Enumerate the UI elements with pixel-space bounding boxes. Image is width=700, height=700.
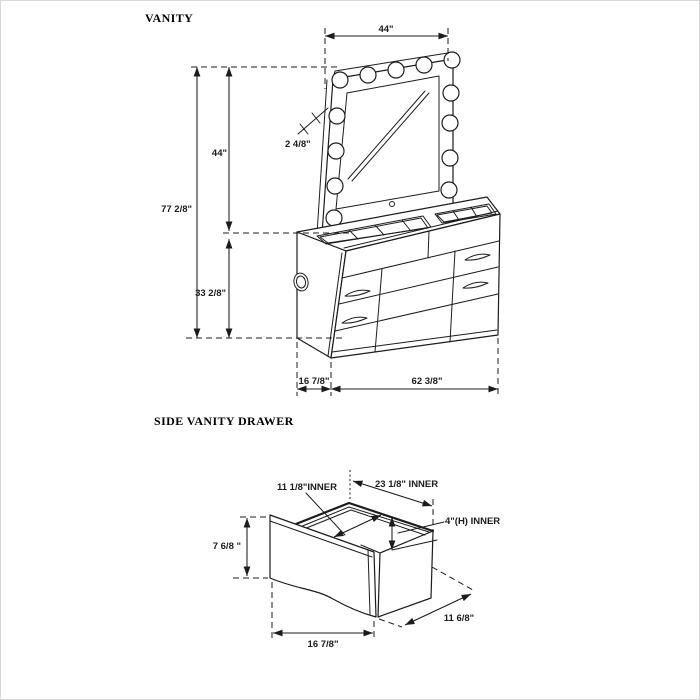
light-bulb xyxy=(443,85,459,101)
light-bulb xyxy=(329,108,345,124)
drawer-front-panel-face xyxy=(270,515,376,617)
light-bulb xyxy=(388,62,404,78)
light-bulb xyxy=(332,72,348,88)
side-drawer-drawing xyxy=(154,414,500,650)
label-inner-height: 4"(H) INNER xyxy=(445,516,501,527)
light-bulb xyxy=(328,143,344,159)
light-bulb xyxy=(360,67,376,83)
light-bulb xyxy=(416,57,432,73)
inner-depth-leader xyxy=(306,493,345,535)
light-bulb xyxy=(444,52,460,68)
label-base-height: 33 2/8" xyxy=(195,288,226,299)
vanity-dimension-diagram xyxy=(1,1,700,700)
side-drawer-title: SIDE VANITY DRAWER xyxy=(154,414,294,428)
label-mirror-height: 44" xyxy=(211,148,227,159)
dimension-inner-depth-arrow xyxy=(334,515,381,537)
light-bulb xyxy=(327,178,343,194)
label-front-height: 7 6/8 " xyxy=(212,541,241,552)
light-bulb xyxy=(441,182,457,198)
label-box-depth: 11 6/8" xyxy=(443,613,475,624)
drawer-front-panel xyxy=(270,515,376,617)
drawer-box-rim-inner-edges xyxy=(300,507,429,532)
drawer-box-right-wall xyxy=(378,531,433,617)
label-base-depth: 16 7/8" xyxy=(298,376,330,387)
vanity-title: VANITY xyxy=(145,11,194,25)
vanity-drawing xyxy=(145,11,500,396)
label-frame-thickness: 2 4/8" xyxy=(285,139,311,150)
label-mirror-width: 44" xyxy=(378,24,394,35)
label-front-width: 16 7/8" xyxy=(307,639,339,650)
label-base-width: 62 3/8" xyxy=(411,376,443,387)
light-bulb xyxy=(442,115,458,131)
light-bulb xyxy=(442,150,458,166)
label-inner-depth: 11 1/8"INNER xyxy=(277,482,337,493)
label-overall-height: 77 2/8" xyxy=(161,204,192,215)
label-inner-width: 23 1/8" INNER xyxy=(375,479,439,490)
